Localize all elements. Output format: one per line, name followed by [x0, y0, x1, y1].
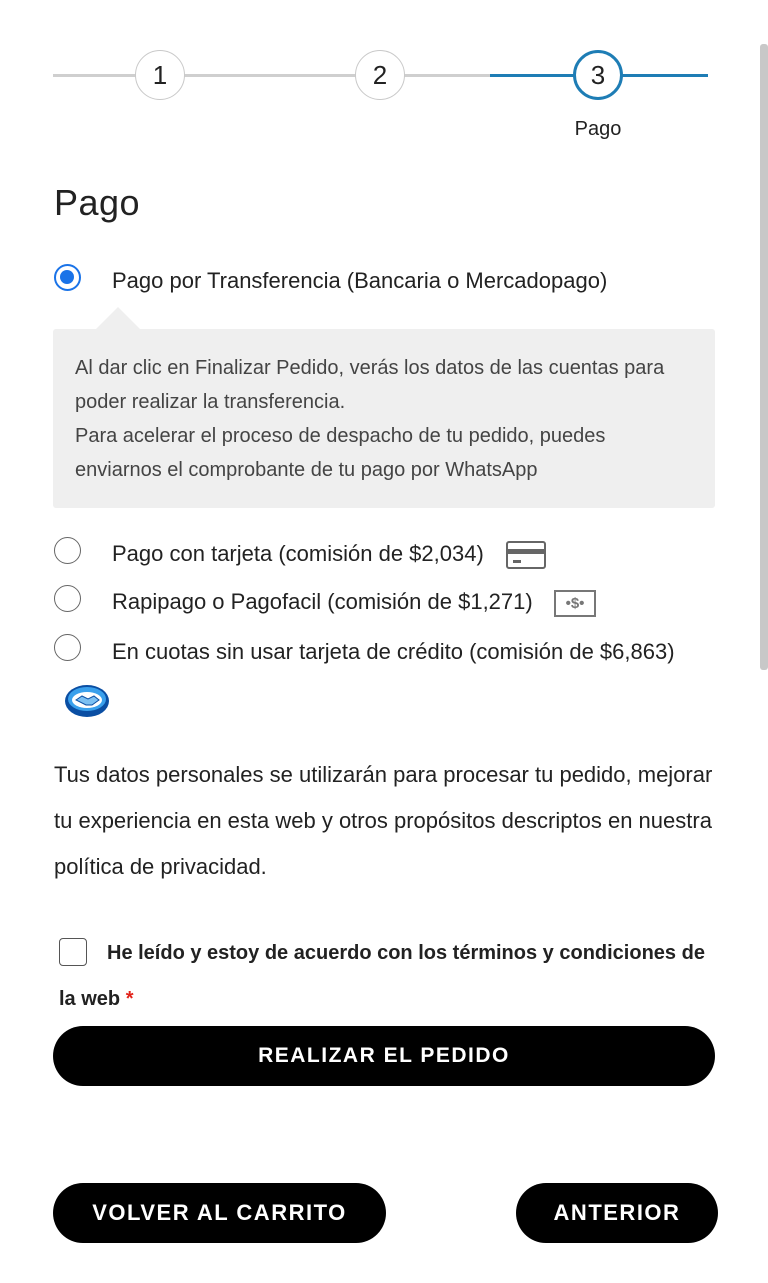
stepper-line-3 — [403, 74, 493, 77]
terms-text: He leído y estoy de acuerdo con los términos y condiciones de la web — [59, 942, 705, 1010]
step-2[interactable] — [355, 50, 405, 100]
option-transfer-label[interactable]: Pago por Transferencia (Bancaria o Mercadopago) — [112, 268, 608, 293]
stepper-line-2 — [183, 74, 383, 77]
radio-cuotas[interactable] — [54, 634, 81, 661]
option-rapipago-label[interactable]: Rapipago o Pagofacil (comisión de $1,271) — [112, 589, 533, 614]
radio-card[interactable] — [54, 537, 81, 564]
credit-card-icon — [506, 541, 546, 569]
info-box-pointer — [96, 307, 140, 329]
mercadopago-handshake-icon — [64, 684, 110, 718]
page-title: Pago — [54, 182, 141, 223]
step-2-number: 2 — [372, 59, 388, 90]
step-3[interactable] — [573, 50, 623, 100]
transfer-info-box — [53, 329, 715, 508]
step-1[interactable] — [135, 50, 185, 100]
radio-rapipago[interactable] — [54, 585, 81, 612]
previous-button[interactable]: ANTERIOR — [516, 1183, 718, 1243]
transfer-info-line-1: Al dar clic en Finalizar Pedido, verás los datos de las cuentas para poder realizar la transferencia. — [75, 357, 665, 413]
step-1-number: 1 — [152, 59, 168, 90]
transfer-info-line-2: Para acelerar el proceso de despacho de tu pedido, puedes enviarnos el comprobante de tu pago por WhatsApp — [75, 425, 606, 481]
required-mark: * — [125, 988, 134, 1010]
step-3-number: 3 — [590, 59, 606, 90]
option-card-label[interactable]: Pago con tarjeta (comisión de $2,034) — [112, 541, 484, 566]
place-order-button[interactable]: REALIZAR EL PEDIDO — [53, 1026, 715, 1086]
terms-label[interactable] — [59, 930, 719, 1022]
step-3-label: Pago — [574, 118, 622, 140]
privacy-notice: Tus datos personales se utilizarán para procesar tu pedido, mejorar tu experiencia en esta web y otros propósitos descriptos en nuestra política de privacidad. — [54, 762, 713, 879]
back-to-cart-button[interactable]: VOLVER AL CARRITO — [53, 1183, 386, 1243]
cash-icon: •$• — [554, 590, 596, 617]
page-scrollbar[interactable] — [760, 44, 768, 670]
option-cuotas-label[interactable]: En cuotas sin usar tarjeta de crédito (comisión de $6,863) — [112, 639, 675, 664]
radio-transfer[interactable] — [54, 264, 81, 291]
